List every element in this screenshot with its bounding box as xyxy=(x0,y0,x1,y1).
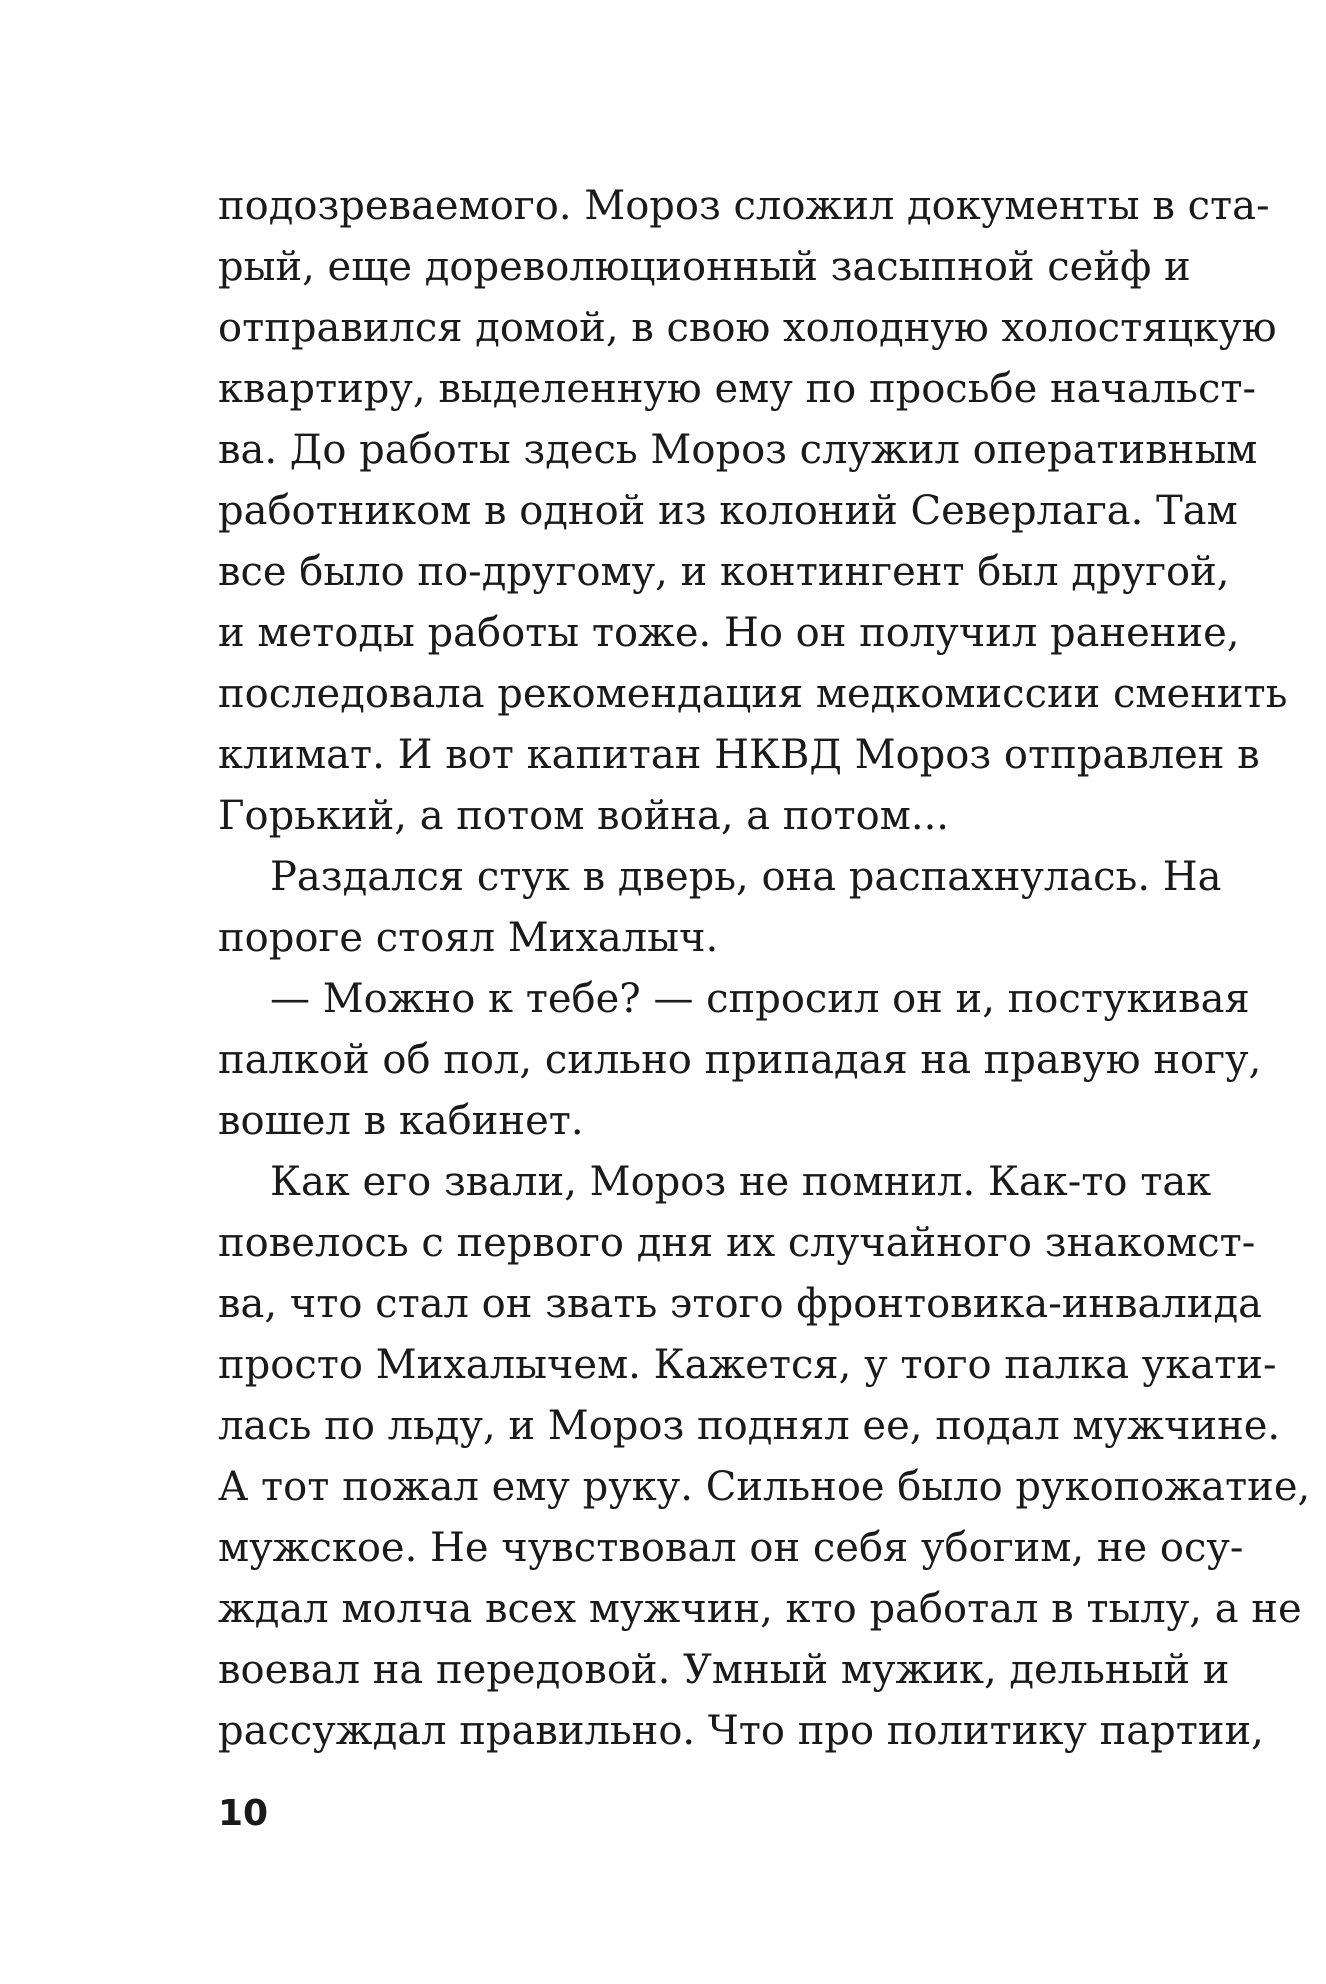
text-line: лась по льду, и Мороз поднял ее, подал мужчине. xyxy=(218,1403,1281,1449)
text-line: Как его звали, Мороз не помнил. Как-то так xyxy=(270,1159,1212,1205)
text-line: ва. До работы здесь Мороз служил оперативным xyxy=(218,427,1258,473)
text-line: последовала рекомендация медкомиссии сменить xyxy=(218,671,1288,717)
text-line: Раздался стук в дверь, она распахнулась. На xyxy=(270,854,1222,900)
text-line: рассуждал правильно. Что про политику партии, xyxy=(218,1708,1264,1754)
page-number: 10 xyxy=(218,1793,269,1834)
text-line: и методы работы тоже. Но он получил ранение, xyxy=(218,610,1240,656)
text-line: пороге стоял Михалыч. xyxy=(218,915,719,961)
text-line: ва, что стал он звать этого фронтовика-инвалида xyxy=(218,1281,1262,1327)
text-line: — Можно к тебе? — спросил он и, постукивая xyxy=(270,976,1250,1022)
text-line: А тот пожал ему руку. Сильное было рукопожатие, xyxy=(218,1464,1311,1510)
text-line: Горький, а потом война, а потом... xyxy=(218,793,950,839)
text-line: климат. И вот капитан НКВД Мороз отправлен в xyxy=(218,732,1260,778)
text-line: все было по-другому, и контингент был другой, xyxy=(218,549,1230,595)
text-line: мужское. Не чувствовал он себя убогим, не осу- xyxy=(218,1525,1244,1571)
text-line: палкой об пол, сильно припадая на правую ногу, xyxy=(218,1037,1262,1083)
text-line: работником в одной из колоний Северлага. Там xyxy=(218,488,1238,534)
text-line: вошел в кабинет. xyxy=(218,1098,584,1144)
text-line: просто Михалычем. Кажется, у того палка укати- xyxy=(218,1342,1277,1388)
text-line: подозреваемого. Мороз сложил документы в ста- xyxy=(218,183,1270,229)
text-line: воевал на передовой. Умный мужик, дельный и xyxy=(218,1647,1230,1693)
text-line: отправился домой, в свою холодную холостяцкую xyxy=(218,305,1277,351)
text-line: квартиру, выделенную ему по просьбе начальст- xyxy=(218,366,1256,412)
text-line: повелось с первого дня их случайного знакомст- xyxy=(218,1220,1256,1266)
text-line: ждал молча всех мужчин, кто работал в тылу, а не xyxy=(218,1586,1302,1632)
body-text xyxy=(218,176,1311,1762)
text-line: рый, еще дореволюционный засыпной сейф и xyxy=(218,244,1191,290)
